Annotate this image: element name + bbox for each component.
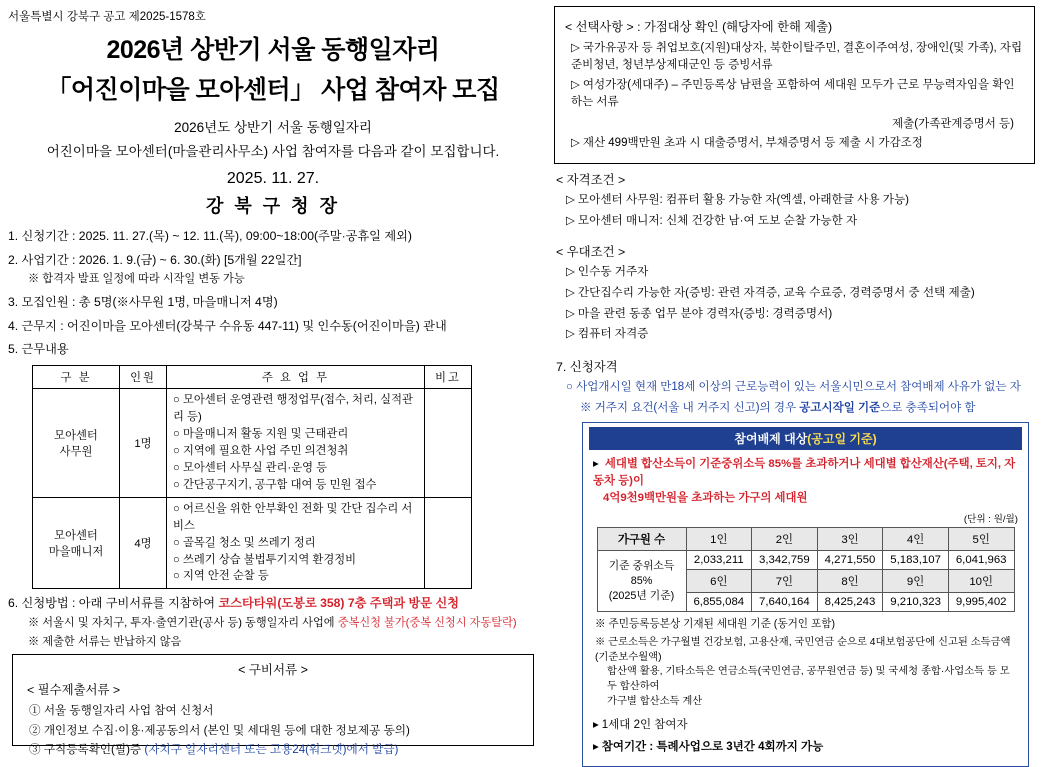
eligibility-line-2-pre: ※ 거주지 요건(서울 내 거주지 신고)의 경우 xyxy=(580,401,800,414)
duty-line: ○ 어르신을 위한 안부확인 전화 및 간단 집수리 서비스 xyxy=(173,502,413,532)
income-value-6: 6,855,084 xyxy=(686,593,752,612)
triangle-right-icon: ▷ xyxy=(566,193,575,207)
document-title-line2: 「어진이마을 모아센터」 사업 참여자 모집 xyxy=(46,76,500,104)
apply-method-location: 코스타타워(도봉로 358) 7층 주택과 방문 신청 xyxy=(218,596,459,611)
preference-text-1: 인수동 거주자 xyxy=(577,264,649,278)
exclusion-criteria-box xyxy=(582,422,1029,767)
cell-remark-village-manager xyxy=(425,497,472,589)
income-value-4: 5,183,107 xyxy=(883,551,949,570)
triangle-right-small-icon: ▸ xyxy=(593,457,599,470)
income-value-5: 6,041,963 xyxy=(948,551,1014,570)
household-size-8: 8인 xyxy=(817,570,883,593)
optional-doc-line-1 xyxy=(571,40,1024,73)
preference-line-2 xyxy=(566,285,1035,302)
exclusion-note-2-line-2: 합산액 활용, 기타소득은 연금소득(국민연금, 공무원연금 등) 및 국세청 종합·사업소득 등 모두 합산하여 xyxy=(607,666,1010,693)
exclusion-criteria-bar xyxy=(589,427,1022,450)
required-documents-box xyxy=(12,654,534,756)
household-size-1: 1인 xyxy=(686,528,752,551)
note-duplicate-application xyxy=(28,616,540,632)
income-value-9: 9,210,323 xyxy=(883,593,949,612)
note-duplicate-prefix: ※ 서울시 및 자치구, 투자·출연기관(공사 등) 동행일자리 사업에 xyxy=(28,617,338,630)
household-size-6: 6인 xyxy=(686,570,752,593)
exclusion-main-text-2: 4억9천9백만원을 초과하는 가구의 세대원 xyxy=(603,492,808,505)
household-size-3: 3인 xyxy=(817,528,883,551)
eligibility-title: 7. 신청자격 xyxy=(556,360,618,375)
notice-number: 서울특별시 강북구 공고 제2025-1578호 xyxy=(8,11,206,23)
income-value-8: 8,425,243 xyxy=(817,593,883,612)
table-unit-label: (단위 : 원/월) xyxy=(963,514,1018,526)
triangle-right-icon: ▷ xyxy=(571,136,580,149)
eligibility-section xyxy=(554,357,1035,416)
cell-count-office-staff: 1명 xyxy=(120,389,167,498)
triangle-right-small-icon: ▸ xyxy=(593,719,599,732)
duty-line: ○ 모아센터 운영관련 행정업무(접수, 처리, 실적관리 등) xyxy=(173,394,413,424)
list-item: ② 개인정보 수집·이용·제공동의서 (본인 및 세대원 등에 대한 정보제공 동의) xyxy=(29,723,410,737)
income-value-10: 9,995,402 xyxy=(948,593,1014,612)
note-duplicate-warning: 중복신청 불가(중복 신청시 자동탈락) xyxy=(337,617,517,630)
optional-doc-text-2: 여성가장(세대주) – 주민등록상 남편을 포함하여 세대원 모두가 근로 무능력자임을 확인하는 서류 xyxy=(571,79,1015,109)
duty-line: ○ 쓰레기 상습 불법투기지역 환경정비 xyxy=(173,553,357,566)
duty-line: ○ 마을매니저 활동 지원 및 근태관리 xyxy=(173,427,349,440)
required-documents-heading: < 필수제출서류 > xyxy=(27,683,121,698)
triangle-right-icon: ▷ xyxy=(566,306,575,320)
duty-line: ○ 골목길 청소 및 쓰레기 정리 xyxy=(173,536,316,549)
table-row xyxy=(33,389,472,498)
qualification-text-1: 모아센터 사무원: 컴퓨터 활용 가능한 자(엑셀, 아래한글 사용 가능) xyxy=(577,193,910,207)
list-item-project-period: 2. 사업기간 : 2026. 1. 9.(금) ~ 6. 30.(화) [5개월 22일간] xyxy=(8,252,302,267)
triangle-right-icon: ▷ xyxy=(566,327,575,341)
triangle-right-icon: ▷ xyxy=(566,264,575,278)
document-subtitle: 2026년도 상반기 서울 동행일자리 xyxy=(174,120,372,135)
note-schedule: ※ 합격자 발표 일정에 따라 시작일 변동 가능 xyxy=(28,273,245,286)
doc-item-3-label: ③ 구직등록확인(필)증 xyxy=(29,742,145,756)
household-size-2: 2인 xyxy=(752,528,818,551)
qualification-line-1 xyxy=(566,192,1035,209)
optional-doc-line-2-cont: 제출(가족관계증명서 등) xyxy=(892,117,1014,130)
note-no-return: ※ 제출한 서류는 반납하지 않음 xyxy=(28,635,182,648)
exclusion-note-2 xyxy=(595,636,1018,711)
triangle-right-icon: ▷ xyxy=(566,214,575,228)
exclusion-main-text xyxy=(593,456,1020,507)
triangle-right-icon: ▷ xyxy=(571,79,580,92)
issuing-office: 강 북 구 청 장 xyxy=(206,196,340,216)
cell-division-office-staff: 모아센터 사무원 xyxy=(33,389,120,498)
exclusion-item-2-text: 참여기간 : 특례사업으로 3년간 4회까지 가능 xyxy=(601,741,824,754)
qualification-heading: < 자격조건 > xyxy=(556,173,626,188)
exclusion-bar-subtitle: (공고일 기준) xyxy=(807,431,877,446)
column-header-count: 인원 xyxy=(120,366,167,389)
list-item-application-period: 1. 신청기간 : 2025. 11. 27.(목) ~ 12. 11.(목), 09:00~18:00(주말·공휴일 제외) xyxy=(8,229,412,243)
cell-remark-office-staff xyxy=(425,389,472,498)
document-title-line1: 2026년 상반기 서울 동행일자리 xyxy=(106,36,440,64)
duty-line: ○ 지역 안전 순찰 등 xyxy=(173,570,269,583)
required-documents-list xyxy=(23,703,523,758)
triangle-right-icon: ▷ xyxy=(566,285,575,299)
cell-duties-village-manager xyxy=(167,497,425,589)
triangle-right-icon: ▷ xyxy=(571,42,580,54)
exclusion-note-2-line-3: 가구별 합산소득 계산 xyxy=(607,696,703,708)
cell-count-village-manager: 4명 xyxy=(120,497,167,589)
eligibility-line-2-bold: 공고시작일 기준 xyxy=(799,401,881,414)
exclusion-note-1: ※ 주민등록등본상 기재된 세대원 기준 (동거인 포함) xyxy=(595,618,835,631)
preference-text-2: 간단집수리 가능한 자(증빙: 관련 자격증, 교육 수료증, 경력증명서 중 선택 제출) xyxy=(577,285,975,299)
optional-doc-text-1: 국가유공자 등 취업보호(지원)대상자, 북한이탈주민, 결혼이주여성, 장애인(및 가족), 자립준비청년, 청년부상제대군인 등 증빙서류 xyxy=(571,42,1023,71)
duty-line: ○ 모아센터 사무실 관리·운영 등 xyxy=(173,461,328,474)
conditions-section xyxy=(554,170,1035,343)
exclusion-item-1 xyxy=(593,716,1018,732)
household-size-4: 4인 xyxy=(883,528,949,551)
table-header-row xyxy=(33,366,472,389)
exclusion-main-text-1: 세대별 합산소득이 기준중위소득 85%를 초과하거나 세대별 합산재산(주택, 토지, 자동차 등)이 xyxy=(593,457,1016,488)
table-row xyxy=(597,551,1014,570)
optional-documents-heading: < 선택사항 > : 가점대상 확인 (해당자에 한해 제출) xyxy=(565,20,833,34)
optional-doc-text-3: 재산 499백만원 초과 시 대출증명서, 부채증명서 등 제출 시 가감조정 xyxy=(582,136,923,149)
cell-duties-office-staff xyxy=(167,389,425,498)
household-size-5: 5인 xyxy=(948,528,1014,551)
duty-line: ○ 간단공구지기, 공구함 대여 등 민원 접수 xyxy=(173,478,377,491)
work-duties-table xyxy=(32,365,472,589)
column-header-duties: 주 요 업 무 xyxy=(167,366,425,389)
cell-division-village-manager: 모아센터 마을매니저 xyxy=(33,497,120,589)
column-header-household-size: 가구원 수 xyxy=(597,528,686,551)
household-size-9: 9인 xyxy=(883,570,949,593)
apply-method-prefix: 6. 신청방법 : 아래 구비서류를 지참하여 xyxy=(8,596,219,611)
exclusion-note-2-line-1: ※ 근로소득은 가구월별 건강보험, 고용산재, 국민연금 순으로 4대보험공단에 신고된 소득금액(기준보수월액) xyxy=(595,636,1011,663)
preference-text-4: 컴퓨터 자격증 xyxy=(577,327,649,341)
row-label-median-income: 기준 중위소득 85% (2025년 기준) xyxy=(597,551,686,612)
optional-doc-line-3 xyxy=(571,135,1024,152)
optional-doc-line-2 xyxy=(571,77,1024,110)
preference-line-4 xyxy=(566,326,1035,343)
right-column xyxy=(548,0,1043,754)
optional-documents-box xyxy=(554,6,1035,164)
income-value-3: 4,271,550 xyxy=(817,551,883,570)
list-item: ① 서울 동행일자리 사업 참여 신청서 xyxy=(29,704,214,718)
qualification-text-2: 모아센터 매니저: 신체 건강한 남·여 도보 순찰 가능한 자 xyxy=(577,214,858,228)
preference-heading: < 우대조건 > xyxy=(556,244,626,259)
exclusion-item-1-text: 1세대 2인 참여자 xyxy=(601,719,688,732)
income-value-7: 7,640,164 xyxy=(752,593,818,612)
column-header-division: 구 분 xyxy=(33,366,120,389)
triangle-right-small-icon: ▸ xyxy=(593,741,599,754)
table-row xyxy=(597,528,1014,551)
doc-item-3-issuer: (자치구 일자리센터 또는 고용24(워크넷)에서 발급) xyxy=(144,742,399,756)
household-size-10: 10인 xyxy=(948,570,1014,593)
eligibility-line-2-post: 으로 충족되어야 함 xyxy=(880,401,976,414)
list-item-headcount: 3. 모집인원 : 총 5명(※사무원 1명, 마을매니저 4명) xyxy=(8,295,278,310)
income-value-2: 3,342,759 xyxy=(752,551,818,570)
list-item xyxy=(29,742,523,758)
median-income-table xyxy=(597,527,1015,612)
list-item-work-content: 5. 근무내용 xyxy=(8,342,69,357)
exclusion-bar-title: 참여배제 대상 xyxy=(734,431,808,446)
duty-line: ○ 지역에 필요한 사업 주민 의견청취 xyxy=(173,444,349,457)
preference-text-3: 마을 관련 동종 업무 분야 경력자(증빙: 경력증명서) xyxy=(577,306,833,320)
qualification-line-2 xyxy=(566,213,1035,230)
list-item-worksite: 4. 근무지 : 어진이마을 모아센터(강북구 수유동 447-11) 및 인수동(어진이마을) 관내 xyxy=(8,318,447,333)
exclusion-item-2 xyxy=(593,738,1018,754)
table-row xyxy=(33,497,472,589)
column-header-remark: 비고 xyxy=(425,366,472,389)
document-subtitle-2: 어진이마을 모아센터(마을관리사무소) 사업 참여자를 다음과 같이 모집합니다. xyxy=(46,144,500,159)
preference-line-3 xyxy=(566,306,1035,323)
household-size-7: 7인 xyxy=(752,570,818,593)
list-item-apply-method xyxy=(8,595,540,613)
announcement-date: 2025. 11. 27. xyxy=(226,170,320,187)
eligibility-line-1: ○ 사업개시일 현재 만18세 이상의 근로능력이 있는 서울시민으로서 참여배제 사유가 없는 자 xyxy=(566,381,1021,394)
eligibility-line-2 xyxy=(580,400,1035,416)
income-value-1: 2,033,211 xyxy=(686,551,752,570)
preference-line-1 xyxy=(566,264,1035,281)
required-documents-title: < 구비서류 > xyxy=(230,660,316,678)
